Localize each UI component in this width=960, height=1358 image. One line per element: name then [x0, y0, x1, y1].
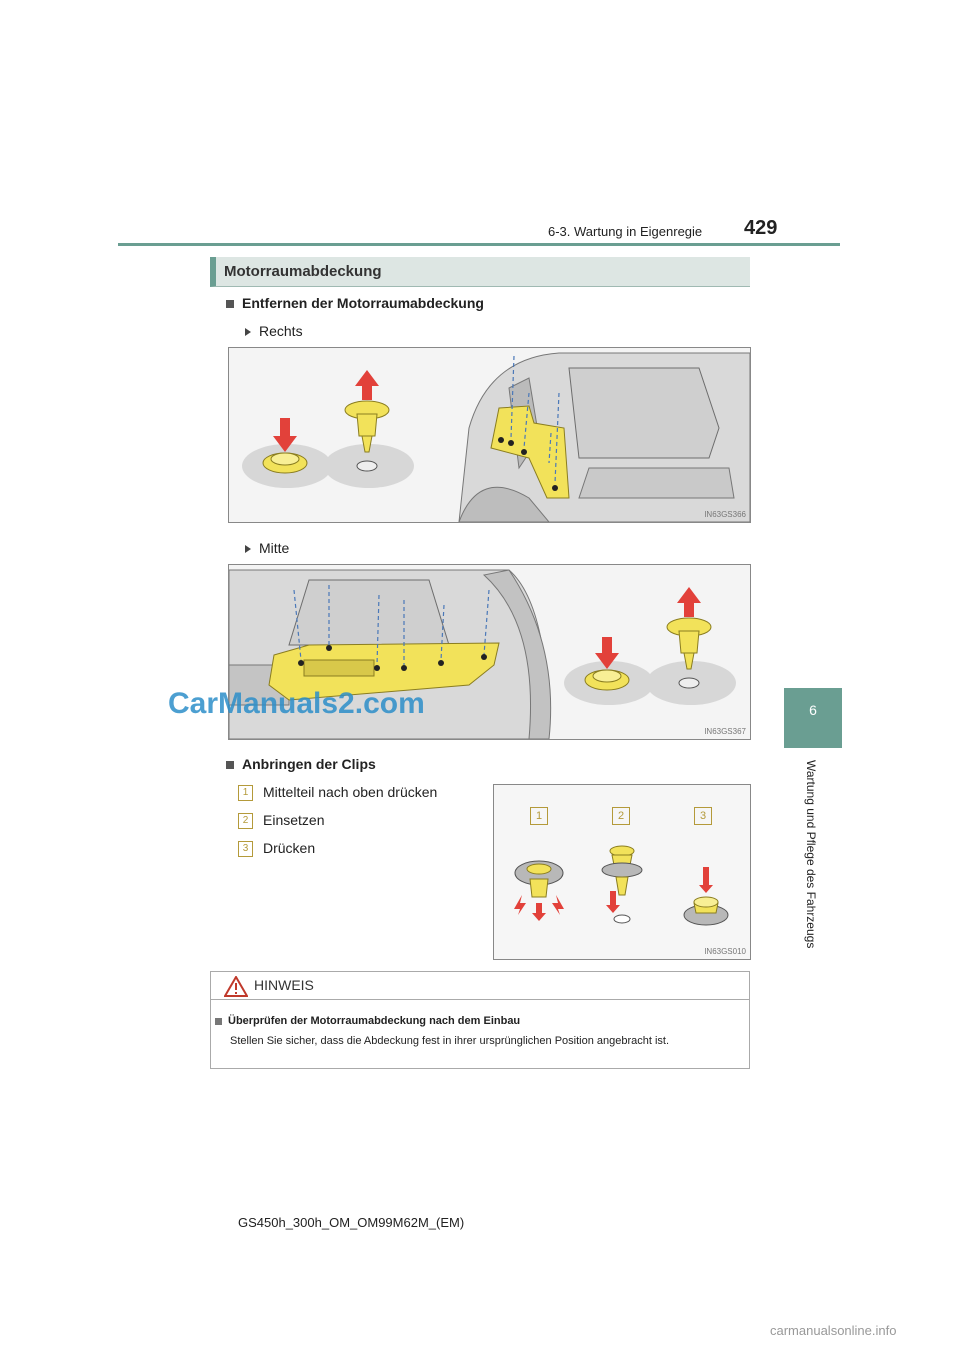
right-label: Rechts — [245, 323, 303, 339]
step-item: 3 Drücken — [238, 840, 315, 857]
chapter-tab — [784, 688, 842, 748]
square-bullet-icon — [215, 1018, 222, 1025]
chapter-label: Wartung und Pflege des Fahrzeugs — [804, 760, 818, 949]
middle-label: Mitte — [245, 540, 289, 556]
header-rule — [118, 243, 840, 246]
square-bullet-icon — [226, 300, 234, 308]
watermark-carmanuals: CarManuals2.com — [168, 687, 425, 720]
notice-title: HINWEIS — [254, 977, 314, 993]
step-item: 1 Mittelteil nach oben drücken — [238, 784, 437, 801]
step-number: 1 — [238, 785, 253, 801]
attach-heading: Anbringen der Clips — [226, 756, 376, 772]
step-item: 2 Einsetzen — [238, 812, 324, 829]
step-number: 3 — [238, 841, 253, 857]
warning-triangle-icon — [224, 976, 248, 997]
watermark-site: carmanualsonline.info — [770, 1323, 897, 1338]
square-bullet-icon — [226, 761, 234, 769]
figure-clip-steps — [493, 784, 751, 960]
engine-illustration-right — [229, 348, 750, 522]
document-code: GS450h_300h_OM_OM99M62M_(EM) — [238, 1215, 465, 1230]
triangle-bullet-icon — [245, 328, 251, 336]
header-section-title: 6-3. Wartung in Eigenregie — [548, 224, 703, 239]
section-title: Motorraumabdeckung — [224, 263, 382, 280]
remove-heading: Entfernen der Motorraumabdeckung — [226, 295, 484, 311]
chapter-number: 6 — [809, 702, 817, 718]
notice-divider — [210, 999, 750, 1000]
page-number: 429 — [744, 217, 778, 239]
fig-step-number: 2 — [612, 807, 630, 825]
figure-code: IN63GS010 — [704, 947, 746, 956]
fig-step-number: 3 — [694, 807, 712, 825]
figure-code: IN63GS367 — [704, 727, 746, 736]
figure-right-cover — [228, 347, 751, 523]
triangle-bullet-icon — [245, 545, 251, 553]
figure-code: IN63GS366 — [704, 510, 746, 519]
step-number: 2 — [238, 813, 253, 829]
notice-text: Stellen Sie sicher, dass die Abdeckung fest in ihrer ursprünglichen Position angebracht ist. — [230, 1035, 670, 1047]
fig-step-number: 1 — [530, 807, 548, 825]
notice-subheading: Überprüfen der Motorraumabdeckung nach dem Einbau — [215, 1015, 520, 1027]
